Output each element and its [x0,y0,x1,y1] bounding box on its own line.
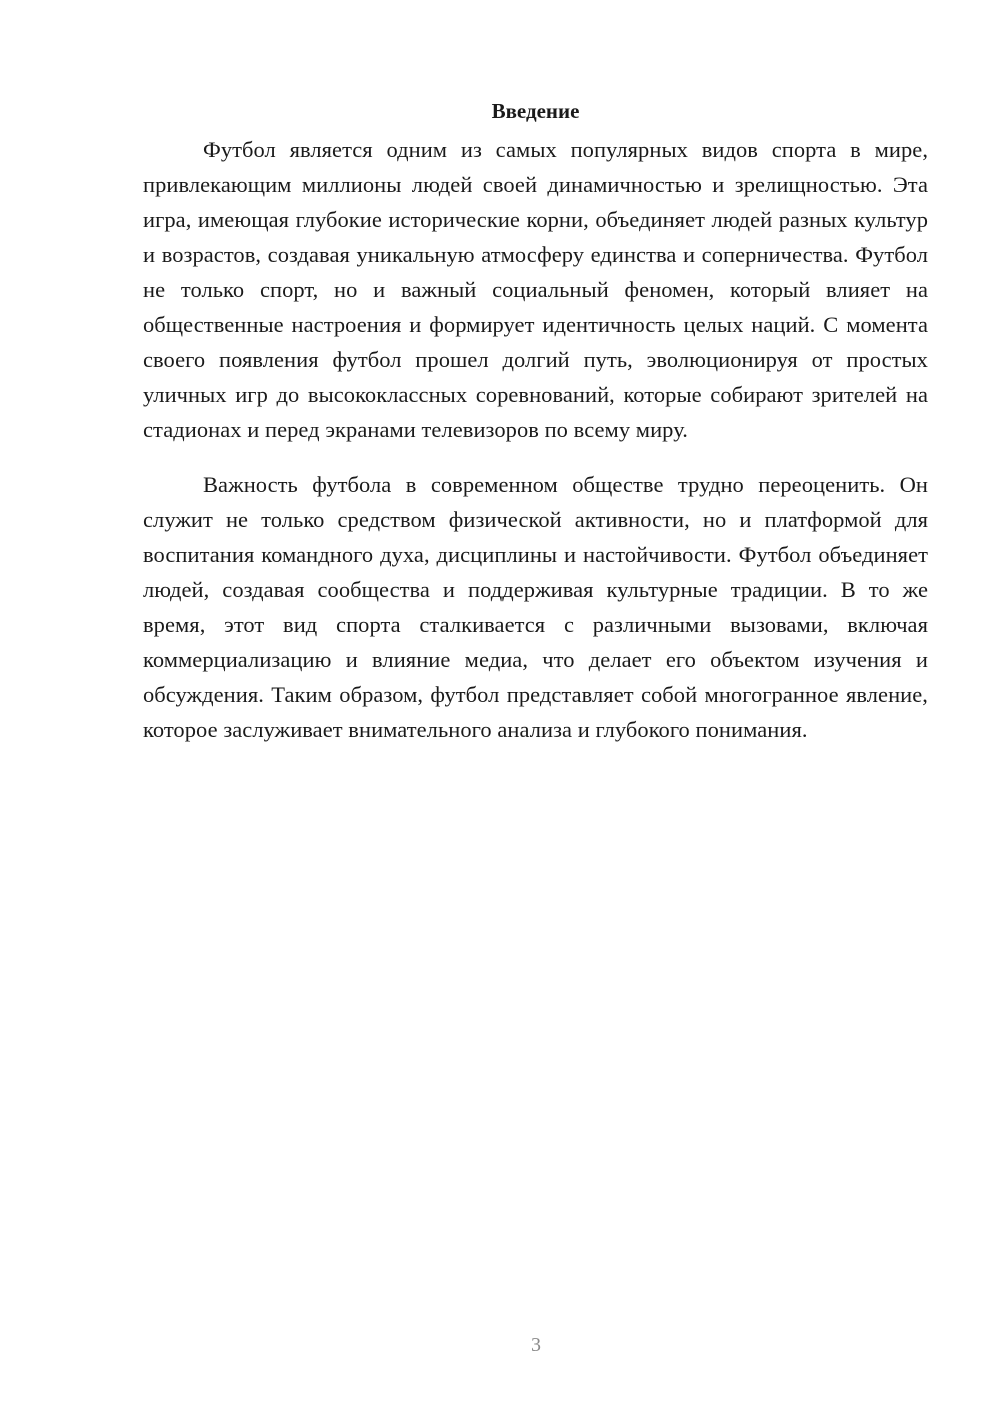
page-number: 3 [531,1334,541,1356]
section-heading: Введение [491,99,580,123]
paragraph-2: Важность футбола в современном обществе трудно переоценить. Он служит не только средством физической активности, но и платформой для воспитания командного духа, дисциплины и настойчивости. Футбол объединяет людей, создавая сообщества и поддерживая культурные традиции. В то же время, этот вид спорта сталкивается с различными вызовами, включая коммерциализацию и влияние медиа, что делает его объектом изучения и обсуждения. Таким образом, футбол представляет собой многогранное явление, которое заслуживает внимательного анализа и глубокого понимания. [143,472,928,742]
page-content [143,96,928,747]
paragraph-1: Футбол является одним из самых популярных видов спорта в мире, привлекающим миллионы людей своей динамичностью и зрелищностью. Эта игра, имеющая глубокие исторические корни, объединяет людей разных культур и возрастов, создавая уникальную атмосферу единства и соперничества. Футбол не только спорт, но и важный социальный феномен, который влияет на общественные настроения и формирует идентичность целых наций. С момента своего появления футбол прошел долгий путь, эволюционируя от простых уличных игр до высококлассных соревнований, которые собирают зрителей на стадионах и перед экранами телевизоров по всему миру. [143,137,928,442]
